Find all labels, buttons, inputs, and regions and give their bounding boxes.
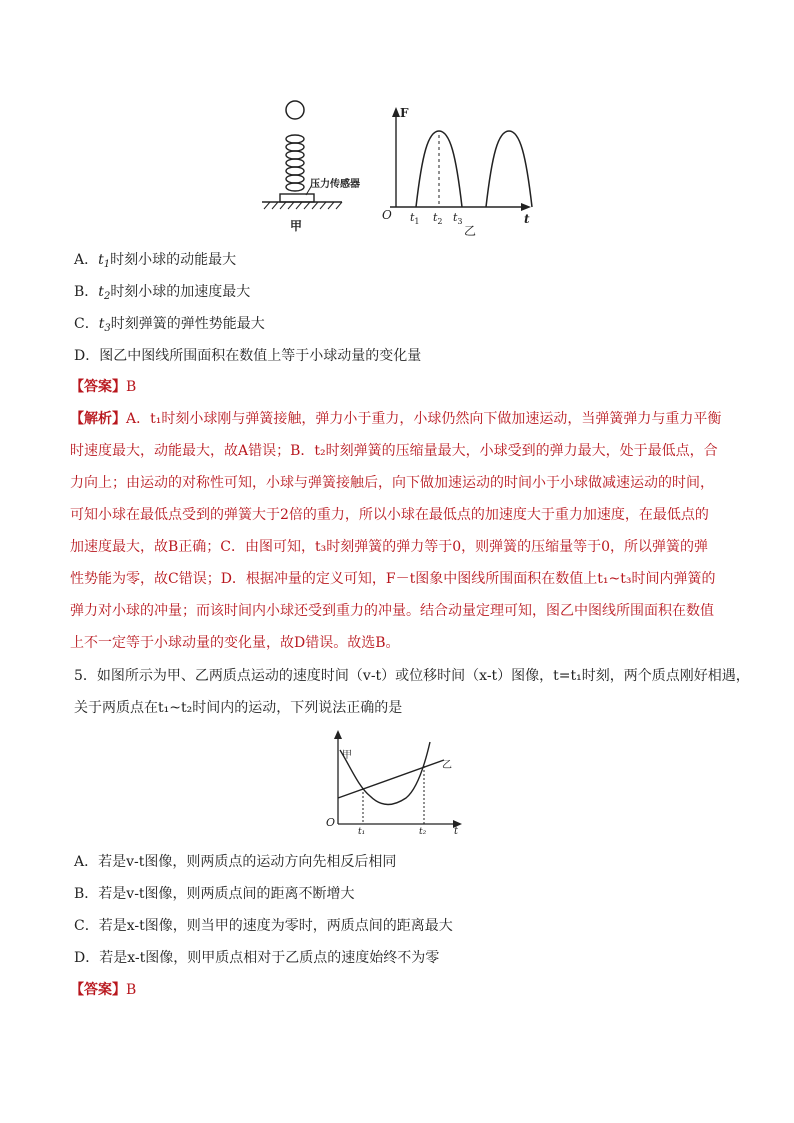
curve-jia (340, 742, 430, 805)
tick-t1-2: t₁ (358, 827, 366, 837)
analysis-line-7: 弹力对小球的冲量；而该时间内小球还受到重力的冲量。结合动量定理可知，图乙中图线所围面积在数值 (70, 603, 714, 619)
q4-analysis (70, 403, 735, 659)
figure-spring-force (250, 95, 540, 245)
label-jia: 甲 (290, 219, 303, 233)
q5-stem-line-2: 关于两质点在t₁~t₂时间内的运动，下列说法正确的是 (74, 700, 403, 716)
q4-option-c: C．$t_3$时刻弹簧的弹性势能最大 (74, 316, 265, 334)
analysis-line-1: 【解析】A．t₁时刻小球刚与弹簧接触，弹力小于重力，小球仍然向下做加速运动，当弹簧弹力与重力平衡 (70, 411, 722, 427)
line-yi (338, 760, 444, 798)
label-yi-2: 乙 (442, 760, 452, 771)
label-yi: 乙 (464, 224, 477, 238)
q5-option-c: C．若是x-t图像，则当甲的速度为零时，两质点间的距离最大 (74, 918, 453, 934)
tick-t2: $t_2$ (433, 211, 443, 226)
axis-t-label: t (524, 212, 530, 226)
axis-f-label: F (400, 106, 409, 120)
tick-t1: $t_1$ (410, 211, 420, 226)
q4-answer: 【答案】B (70, 379, 137, 395)
ball (286, 101, 304, 119)
spring (286, 135, 304, 191)
q5-option-a: A．若是v-t图像，则两质点的运动方向先相反后相同 (74, 854, 397, 870)
origin-label-2: O (326, 816, 336, 829)
q5-option-b: B．若是v-t图像，则两质点间的距离不断增大 (74, 886, 355, 902)
tick-t2-2: t₂ (419, 827, 427, 837)
label-jia-2: 甲 (342, 750, 352, 761)
analysis-line-8: 上不一定等于小球动量的变化量，故D错误。故选B。 (70, 635, 400, 651)
sensor-label: 压力传感器 (310, 179, 360, 190)
q4-option-d: D．图乙中图线所围面积在数值上等于小球动量的变化量 (74, 348, 422, 364)
origin-label: O (382, 208, 392, 222)
force-pulse-2 (486, 131, 532, 207)
analysis-line-3: 力向上；由运动的对称性可知，小球与弹簧接触后，向下做加速运动的时间小于小球做减速运动的时间， (70, 475, 714, 491)
pressure-sensor (280, 194, 314, 202)
axis-t-label-2: t (454, 826, 459, 837)
q5-stem (74, 660, 750, 724)
analysis-line-5: 加速度最大，故B正确；C．由图可知，t₃时刻弹簧的弹力等于0，则弹簧的压缩量等于0，所以弹簧的弹 (70, 539, 709, 555)
tick-t3: $t_3$ (453, 211, 463, 226)
q4-option-b: B．$t_2$时刻小球的加速度最大 (74, 284, 251, 302)
figure-jia-yi-graph (308, 728, 468, 840)
q5-option-d: D．若是x-t图像，则甲质点相对于乙质点的速度始终不为零 (74, 950, 440, 966)
q5-stem-line-1: 5．如图所示为甲、乙两质点运动的速度时间（v-t）或位移时间（x-t）图像，t=t₁时刻，两个质点刚好相遇， (74, 668, 750, 684)
analysis-line-6: 性势能为零，故C错误；D．根据冲量的定义可知，F－t图象中图线所围面积在数值上t₁~t₃时间内弹簧的 (70, 571, 716, 587)
q4-option-a: A．$t_1$时刻小球的动能最大 (74, 252, 237, 270)
q5-answer: 【答案】B (70, 982, 137, 998)
analysis-line-2: 时速度最大，动能最大，故A错误；B．t₂时刻弹簧的压缩量最大，小球受到的弹力最大，处于最低点，合 (70, 443, 718, 459)
analysis-line-4: 可知小球在最低点受到的弹簧大于2倍的重力，所以小球在最低点的加速度大于重力加速度，在最低点的 (70, 507, 709, 523)
